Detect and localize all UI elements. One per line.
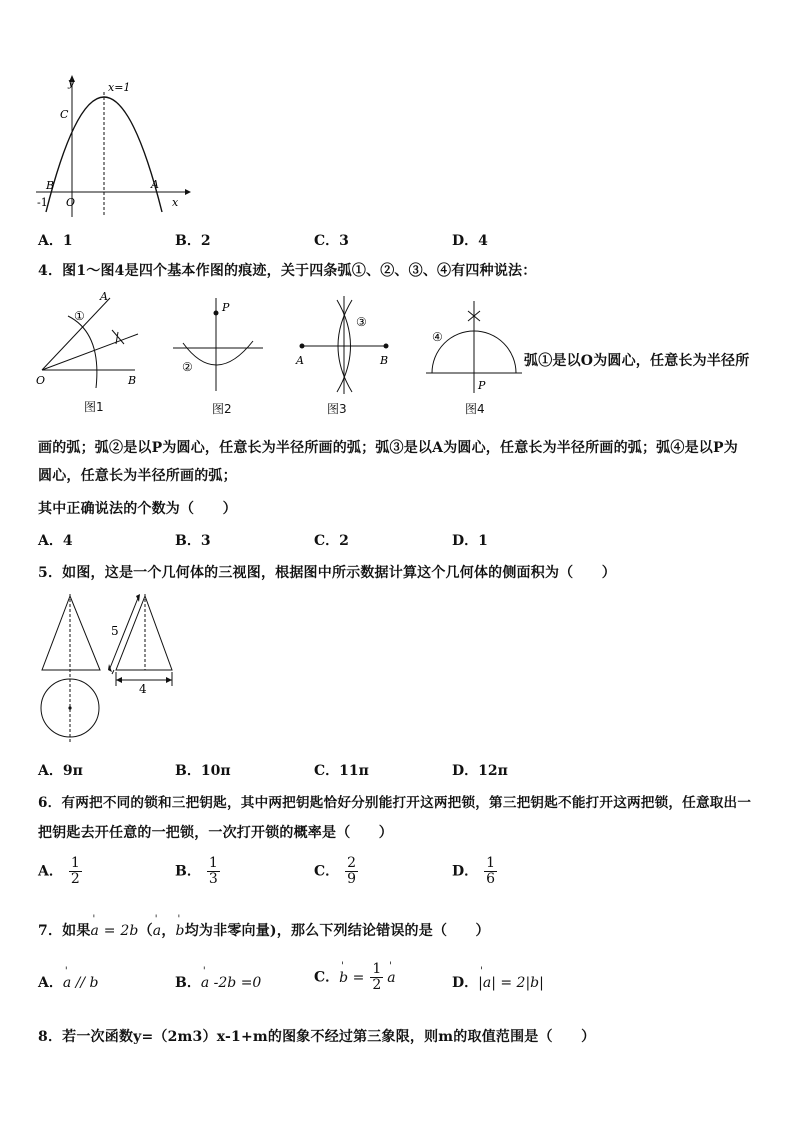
- q7-eq: ' a = 2b: [91, 923, 139, 939]
- q6-option-d: [452, 856, 497, 887]
- q7-option-a-text: ' a // b: [63, 975, 99, 991]
- q6-option-a: [38, 856, 82, 887]
- q3-option-a: A．1: [38, 233, 73, 249]
- q4-f3-b: B: [380, 354, 389, 367]
- q6-option-c-label: C．: [314, 863, 340, 880]
- q4-option-a: A．4: [38, 533, 73, 549]
- q6-option-c: [314, 856, 358, 887]
- q7-option-c-label: C．: [314, 969, 340, 986]
- q6-option-c-den: 9: [347, 871, 357, 887]
- q6-option-b-label: B．: [175, 863, 201, 880]
- q4-f1-caption: 图1: [84, 400, 104, 414]
- q6-option-a-fraction: [69, 856, 82, 887]
- q3-a-label: A: [151, 178, 159, 191]
- q6-option-b-num: 1: [208, 855, 218, 871]
- q4-f4-p: P: [478, 379, 486, 392]
- q7-option-a: [38, 972, 99, 992]
- q5-option-b: B．10π: [175, 763, 231, 779]
- q4-f1-a: A: [100, 290, 108, 303]
- q6-option-d-fraction: [484, 856, 497, 887]
- q5-dim-slant: 5: [111, 624, 119, 638]
- q4-f2-arc: ②: [182, 360, 193, 374]
- q4-figure-4: [422, 297, 526, 397]
- q7-option-d: [452, 972, 544, 992]
- q3-b-label: B: [46, 179, 55, 192]
- q7-option-c-fraction: [370, 962, 383, 993]
- q5-option-d: D．12π: [452, 763, 508, 779]
- q4-f3-caption: 图3: [327, 402, 347, 416]
- q5-stem: 5．如图，这是一个几何体的三视图，根据图中所示数据计算这个几何体的侧面积为（ ）: [38, 565, 616, 581]
- q7-option-c-post: ' a: [387, 970, 395, 986]
- q7-option-d-text: ' |a| = 2|b|: [478, 975, 544, 991]
- q4-figure-1: [30, 288, 150, 393]
- q3-neg1-label: -1: [37, 196, 48, 209]
- q4-ask: 其中正确说法的个数为（ ）: [38, 501, 237, 517]
- q7-option-d-label: D．: [452, 975, 479, 991]
- q4-f3-arc: ③: [356, 315, 367, 329]
- q4-option-c: C．2: [314, 533, 349, 549]
- q6-option-d-den: 6: [486, 871, 496, 887]
- q7-option-b-label: B．: [175, 975, 201, 991]
- q8-stem: 8．若一次函数y=（2m3）x-1+m的图象不经过第三象限，则m的取值范围是（ ）: [38, 1029, 596, 1045]
- q4-f1-o: O: [36, 374, 46, 387]
- q4-option-d: D．1: [452, 533, 488, 549]
- q4-f4-arc: ④: [432, 330, 443, 344]
- q3-option-b: B．2: [175, 233, 211, 249]
- q7-prefix: 7．如果: [38, 923, 91, 939]
- q5-option-c: C．11π: [314, 763, 369, 779]
- q6-option-a-den: 2: [70, 871, 80, 887]
- q7-option-c-num: 1: [372, 961, 382, 977]
- q3-y-label: y: [68, 76, 75, 89]
- q4-stem: 4．图1～图4是四个基本作图的痕迹，关于四条弧①、②、③、④有四种说法：: [38, 263, 537, 279]
- q6-option-b-den: 3: [208, 871, 218, 887]
- q4-f2-caption: 图2: [212, 402, 232, 416]
- q4-line3: 圆心，任意长为半径所画的弧；: [38, 468, 237, 484]
- q5-three-views: [36, 590, 181, 745]
- q5-option-a: A．9π: [38, 763, 83, 779]
- q4-option-b: B．3: [175, 533, 211, 549]
- q7-stem: [38, 920, 490, 940]
- q6-line1: 6．有两把不同的锁和三把钥匙，其中两把钥匙恰好分别能打开这两把锁，第三把钥匙不能打开这两把锁，任意取出一: [38, 795, 752, 811]
- q6-option-d-label: D．: [452, 863, 479, 880]
- q6-option-d-num: 1: [486, 855, 496, 871]
- q6-option-a-label: A．: [38, 863, 63, 880]
- q7-option-c: [314, 962, 396, 993]
- q3-o-label: O: [66, 196, 76, 209]
- q4-f1-b: B: [128, 374, 137, 387]
- q3-x-label: x: [172, 196, 179, 209]
- q4-stem-tail: 弧①是以O为圆心，任意长为半径所: [524, 353, 750, 369]
- q7-b: ' b: [176, 923, 185, 939]
- q7-a: ' a: [153, 923, 162, 939]
- q6-option-b-fraction: [207, 856, 220, 887]
- q7-comma: ，: [161, 923, 176, 939]
- q6-option-b: [175, 856, 220, 887]
- q4-figure-3: [292, 292, 402, 397]
- q7-option-a-label: A．: [38, 975, 63, 991]
- q6-option-c-fraction: [345, 856, 358, 887]
- q6-option-a-num: 1: [70, 855, 80, 871]
- q3-option-c: C．3: [314, 233, 349, 249]
- q7-option-c-pre: ' b =: [339, 970, 364, 986]
- q7-option-c-den: 2: [372, 977, 382, 993]
- q3-vertex-label: x=1: [108, 81, 131, 94]
- q3-parabola-graph: [30, 72, 195, 220]
- q3-c-label: C: [60, 108, 69, 121]
- q3-option-d: D．4: [452, 233, 488, 249]
- q7-suffix: 均为非零向量)，那么下列结论错误的是（ ）: [184, 923, 490, 939]
- q4-line2: 画的弧；弧②是以P为圆心，任意长为半径所画的弧；弧③是以A为圆心，任意长为半径所画的弧；弧④是以P为: [38, 440, 738, 456]
- q7-option-b: [175, 972, 261, 992]
- q7-paren-open: （: [138, 923, 153, 939]
- q4-f4-caption: 图4: [465, 402, 485, 416]
- q5-dim-base: 4: [139, 682, 147, 696]
- q6-option-c-num: 2: [347, 855, 357, 871]
- q4-figure-2: [168, 293, 268, 393]
- q4-f2-p: P: [222, 301, 230, 314]
- q4-f1-arc: ①: [74, 309, 85, 323]
- q7-option-b-text: ' a -2b =0: [201, 975, 261, 991]
- q4-f3-a: A: [296, 354, 304, 367]
- q6-line2: 把钥匙去开任意的一把锁，一次打开锁的概率是（ ）: [38, 825, 393, 841]
